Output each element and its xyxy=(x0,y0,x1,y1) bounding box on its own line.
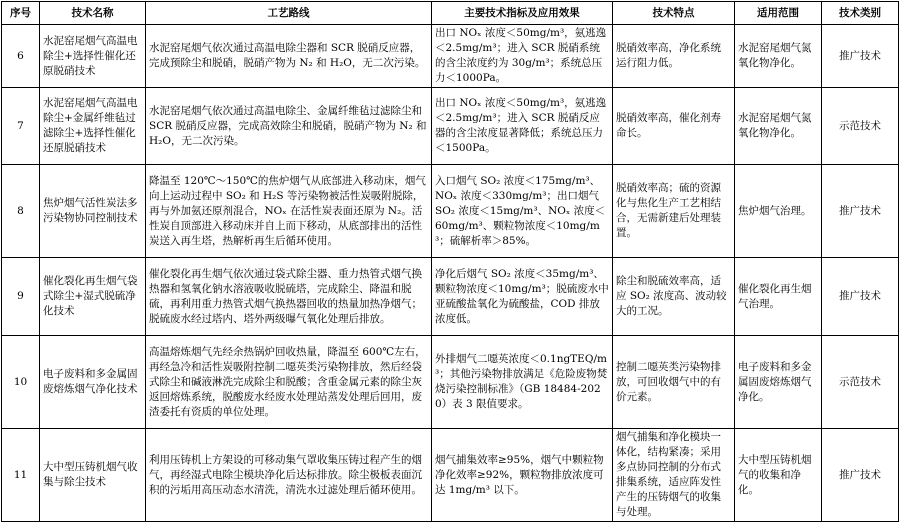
tech-name: 电子废料和多金属固废熔炼烟气净化技术 xyxy=(40,336,146,429)
application-scope: 焦炉烟气治理。 xyxy=(735,165,822,258)
tech-metrics: 烟气捕集效率≥95%，烟气中颗粒物净化效率≥92%，颗粒物排放浓度可达 1mg/m³ 以下。 xyxy=(432,429,613,522)
row-number: 11 xyxy=(2,429,40,522)
process-route: 利用压铸机上方架设的可移动集气罩收集压铸过程产生的烟气，再经湿式电除尘模块净化后达标排放。除尘极板表面沉积的污垢用高压动态水清洗，清洗水过滤处理后循环使用。 xyxy=(146,429,432,522)
table-row xyxy=(2,336,899,429)
technology-table xyxy=(1,1,899,522)
tech-name: 水泥窑尾烟气高温电除尘+金属纤维毡过滤除尘+选择性催化还原脱硝技术 xyxy=(40,88,146,165)
process-route: 水泥窑尾烟气依次通过高温电除尘器和 SCR 脱硝反应器，完成预除尘和脱硝，脱硝产物为 N₂ 和 H₂O，无二次污染。 xyxy=(146,25,432,88)
tech-category: 推广技术 xyxy=(822,25,899,88)
tech-name: 水泥窑尾烟气高温电除尘+选择性催化还原脱硝技术 xyxy=(40,25,146,88)
tech-name: 大中型压铸机烟气收集与除尘技术 xyxy=(40,429,146,522)
tech-name: 催化裂化再生烟气袋式除尘+湿式脱硫净化技术 xyxy=(40,258,146,336)
application-scope: 水泥窑尾烟气氮氧化物净化。 xyxy=(735,88,822,165)
row-number: 9 xyxy=(2,258,40,336)
tech-metrics: 出口 NOₓ 浓度＜50mg/m³，氨逃逸＜2.5mg/m³；进入 SCR 脱硝系统的含尘浓度约为 30g/m³；系统总压力＜1000Pa。 xyxy=(432,25,613,88)
application-scope: 催化裂化再生烟气治理。 xyxy=(735,258,822,336)
header-scope: 适用范围 xyxy=(735,2,822,25)
table-row xyxy=(2,258,899,336)
table-row xyxy=(2,88,899,165)
tech-category: 推广技术 xyxy=(822,258,899,336)
table-row xyxy=(2,25,899,88)
header-no: 序号 xyxy=(2,2,40,25)
tech-metrics: 入口烟气 SO₂ 浓度＜175mg/m³、NOₓ 浓度＜330mg/m³；出口烟气 SO₂ 浓度＜15mg/m³、NOₓ 浓度＜60mg/m³、颗粒物浓度＜10mg/m³；硫解析率＞85%。 xyxy=(432,165,613,258)
process-route: 水泥窑尾烟气依次通过高温电除尘、金属纤维毡过滤除尘和 SCR 脱硝反应器，完成高效除尘和脱硝，脱硝产物为 N₂ 和 H₂O，无二次污染。 xyxy=(146,88,432,165)
row-number: 8 xyxy=(2,165,40,258)
process-route: 降温至 120℃～150℃的焦炉烟气从底部进入移动床，烟气向上运动过程中 SO₂ 和 H₂S 等污染物被活性炭吸附脱除，再与外加氨还原剂混合，NOₓ 在活性炭表面还原为 N₂。活性炭自顶部进入移动床并自上而下移动，从底部排出的活性炭送入再生塔，热解析再生后循环使用。 xyxy=(146,165,432,258)
tech-metrics: 外排烟气二噁英浓度＜0.1ngTEQ/m³；其他污染物排放满足《危险废物焚烧污染控制标准》（GB 18484-2020）表 3 限值要求。 xyxy=(432,336,613,429)
tech-features: 脱硝效率高，净化系统运行阻力低。 xyxy=(613,25,735,88)
header-metrics: 主要技术指标及应用效果 xyxy=(432,2,613,25)
tech-metrics: 净化后烟气 SO₂ 浓度＜35mg/m³、颗粒物浓度＜10mg/m³；脱硫废水中亚硫酸盐氧化为硫酸盐，COD 排放浓度低。 xyxy=(432,258,613,336)
tech-features: 脱硝效率高；硫的资源化与焦化生产工艺相结合，无需新建后处理装置。 xyxy=(613,165,735,258)
tech-category: 推广技术 xyxy=(822,429,899,522)
header-features: 技术特点 xyxy=(613,2,735,25)
tech-features: 烟气捕集和净化模块一体化，结构紧凑；采用多点协同控制的分布式排集系统，适应阵发性产生的压铸烟气的收集与处理。 xyxy=(613,429,735,522)
row-number: 7 xyxy=(2,88,40,165)
row-number: 10 xyxy=(2,336,40,429)
tech-features: 控制二噁英类污染物排放，可回收烟气中的有价元素。 xyxy=(613,336,735,429)
header-name: 技术名称 xyxy=(40,2,146,25)
tech-metrics: 出口 NOₓ 浓度＜50mg/m³，氨逃逸＜2.5mg/m³；进入 SCR 脱硝反应器的含尘浓度显著降低；系统总压力＜1500Pa。 xyxy=(432,88,613,165)
application-scope: 电子废料和多金属固废熔炼烟气净化。 xyxy=(735,336,822,429)
tech-category: 推广技术 xyxy=(822,165,899,258)
tech-category: 示范技术 xyxy=(822,88,899,165)
header-route: 工艺路线 xyxy=(146,2,432,25)
header-row xyxy=(2,2,899,25)
process-route: 高温熔炼烟气先经余热锅炉回收热量，降温至 600℃左右，再经急冷和活性炭吸附控制二噁英类污染物排放，然后经袋式除尘和碱液淋洗完成除尘和脱酸；含重金属元素的除尘灰返回熔炼系统，脱酸废水经废水处理站蒸发处理后回用，废渣委托有资质的单位处理。 xyxy=(146,336,432,429)
table-row xyxy=(2,165,899,258)
tech-name: 焦炉烟气活性炭法多污染物协同控制技术 xyxy=(40,165,146,258)
row-number: 6 xyxy=(2,25,40,88)
tech-features: 脱硝效率高，催化剂寿命长。 xyxy=(613,88,735,165)
header-type: 技术类别 xyxy=(822,2,899,25)
process-route: 催化裂化再生烟气依次通过袋式除尘器、重力热管式烟气换热器和氢氧化钠水溶液吸收脱硫塔，完成除尘、降温和脱硫，再利用重力热管式烟气换热器回收的热量加热净烟气；脱硫废水经过塔内、塔外两级曝气氧化处理后排放。 xyxy=(146,258,432,336)
tech-category: 示范技术 xyxy=(822,336,899,429)
application-scope: 大中型压铸机烟气的收集和净化。 xyxy=(735,429,822,522)
application-scope: 水泥窑尾烟气氮氧化物净化。 xyxy=(735,25,822,88)
table-row xyxy=(2,429,899,522)
tech-features: 除尘和脱硫效率高，适应 SO₂ 浓度高、波动较大的工况。 xyxy=(613,258,735,336)
